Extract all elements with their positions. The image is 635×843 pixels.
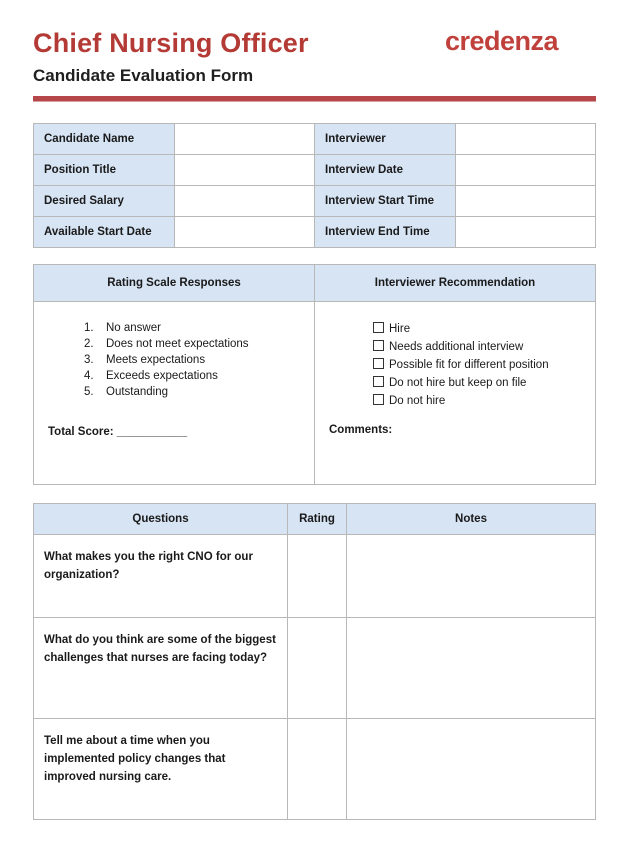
page-subtitle: Candidate Evaluation Form	[33, 66, 254, 85]
checkbox-icon[interactable]	[373, 358, 384, 369]
candidate-name-field[interactable]	[175, 124, 315, 155]
interviewer-field[interactable]	[456, 124, 596, 155]
interview-date-field[interactable]	[456, 155, 596, 186]
notes-cell[interactable]	[347, 535, 596, 618]
table-row	[34, 535, 596, 618]
candidate-info-table	[33, 123, 596, 248]
rating-scale-header: Rating Scale Responses	[34, 265, 315, 302]
table-row	[34, 618, 596, 719]
available-start-date-field[interactable]	[175, 217, 315, 248]
recommendation-option[interactable]: Needs additional interview	[373, 338, 595, 356]
checkbox-icon[interactable]	[373, 340, 384, 351]
recommendation-option[interactable]: Hire	[373, 320, 595, 338]
recommendation-option[interactable]: Possible fit for different position	[373, 356, 595, 374]
table-row	[34, 719, 596, 820]
questions-table	[33, 503, 596, 820]
list-item: 5. Outstanding	[84, 386, 169, 398]
recommendation-option[interactable]: Do not hire but keep on file	[373, 374, 595, 392]
available-start-date-label: Available Start Date	[34, 217, 175, 248]
interview-date-label: Interview Date	[315, 155, 456, 186]
rating-cell[interactable]	[288, 618, 347, 719]
interview-start-time-field[interactable]	[456, 186, 596, 217]
interview-start-time-label: Interview Start Time	[315, 186, 456, 217]
question-cell	[34, 618, 288, 719]
position-title-field[interactable]	[175, 155, 315, 186]
checkbox-icon[interactable]	[373, 394, 384, 405]
info-row	[34, 155, 596, 186]
desired-salary-label: Desired Salary	[34, 186, 175, 217]
notes-column-header: Notes	[347, 504, 596, 535]
recommendation-cell	[315, 302, 596, 485]
question-text: What do you think are some of the biggest challenges that nurses are facing today?	[44, 634, 276, 664]
interview-end-time-label: Interview End Time	[315, 217, 456, 248]
rating-column-header: Rating	[288, 504, 347, 535]
list-item: 3. Meets expectations	[84, 354, 206, 366]
question-text: What makes you the right CNO for our organization?	[44, 551, 253, 581]
info-row	[34, 186, 596, 217]
rating-scale-list	[84, 320, 314, 400]
info-row	[34, 124, 596, 155]
rating-cell[interactable]	[288, 535, 347, 618]
notes-cell[interactable]	[347, 719, 596, 820]
question-cell	[34, 535, 288, 618]
recommendation-header: Interviewer Recommendation	[315, 265, 596, 302]
rating-recommendation-table	[33, 264, 596, 485]
recommendation-list	[373, 320, 595, 410]
total-score-field[interactable]: Total Score: ___________	[48, 426, 188, 438]
checkbox-icon[interactable]	[373, 376, 384, 387]
candidate-name-label: Candidate Name	[34, 124, 175, 155]
question-cell	[34, 719, 288, 820]
list-item: 2. Does not meet expectations	[84, 338, 249, 350]
notes-cell[interactable]	[347, 618, 596, 719]
rating-scale-cell	[34, 302, 315, 485]
questions-header-row	[34, 504, 596, 535]
rating-cell[interactable]	[288, 719, 347, 820]
questions-column-header: Questions	[34, 504, 288, 535]
interview-end-time-field[interactable]	[456, 217, 596, 248]
recommendation-option[interactable]: Do not hire	[373, 392, 595, 410]
header-divider	[33, 96, 596, 102]
info-row	[34, 217, 596, 248]
list-item: 4. Exceeds expectations	[84, 370, 218, 382]
credenza-logo: credenza	[445, 26, 559, 56]
question-text: Tell me about a time when you implemented policy changes that improved nursing care.	[44, 735, 226, 783]
rating-header-row	[34, 265, 596, 302]
checkbox-icon[interactable]	[373, 322, 384, 333]
list-item: 1. No answer	[84, 322, 161, 334]
rating-body-row	[34, 302, 596, 485]
desired-salary-field[interactable]	[175, 186, 315, 217]
position-title-label: Position Title	[34, 155, 175, 186]
comments-label: Comments:	[329, 424, 393, 436]
page-title: Chief Nursing Officer	[33, 28, 309, 58]
interviewer-label: Interviewer	[315, 124, 456, 155]
